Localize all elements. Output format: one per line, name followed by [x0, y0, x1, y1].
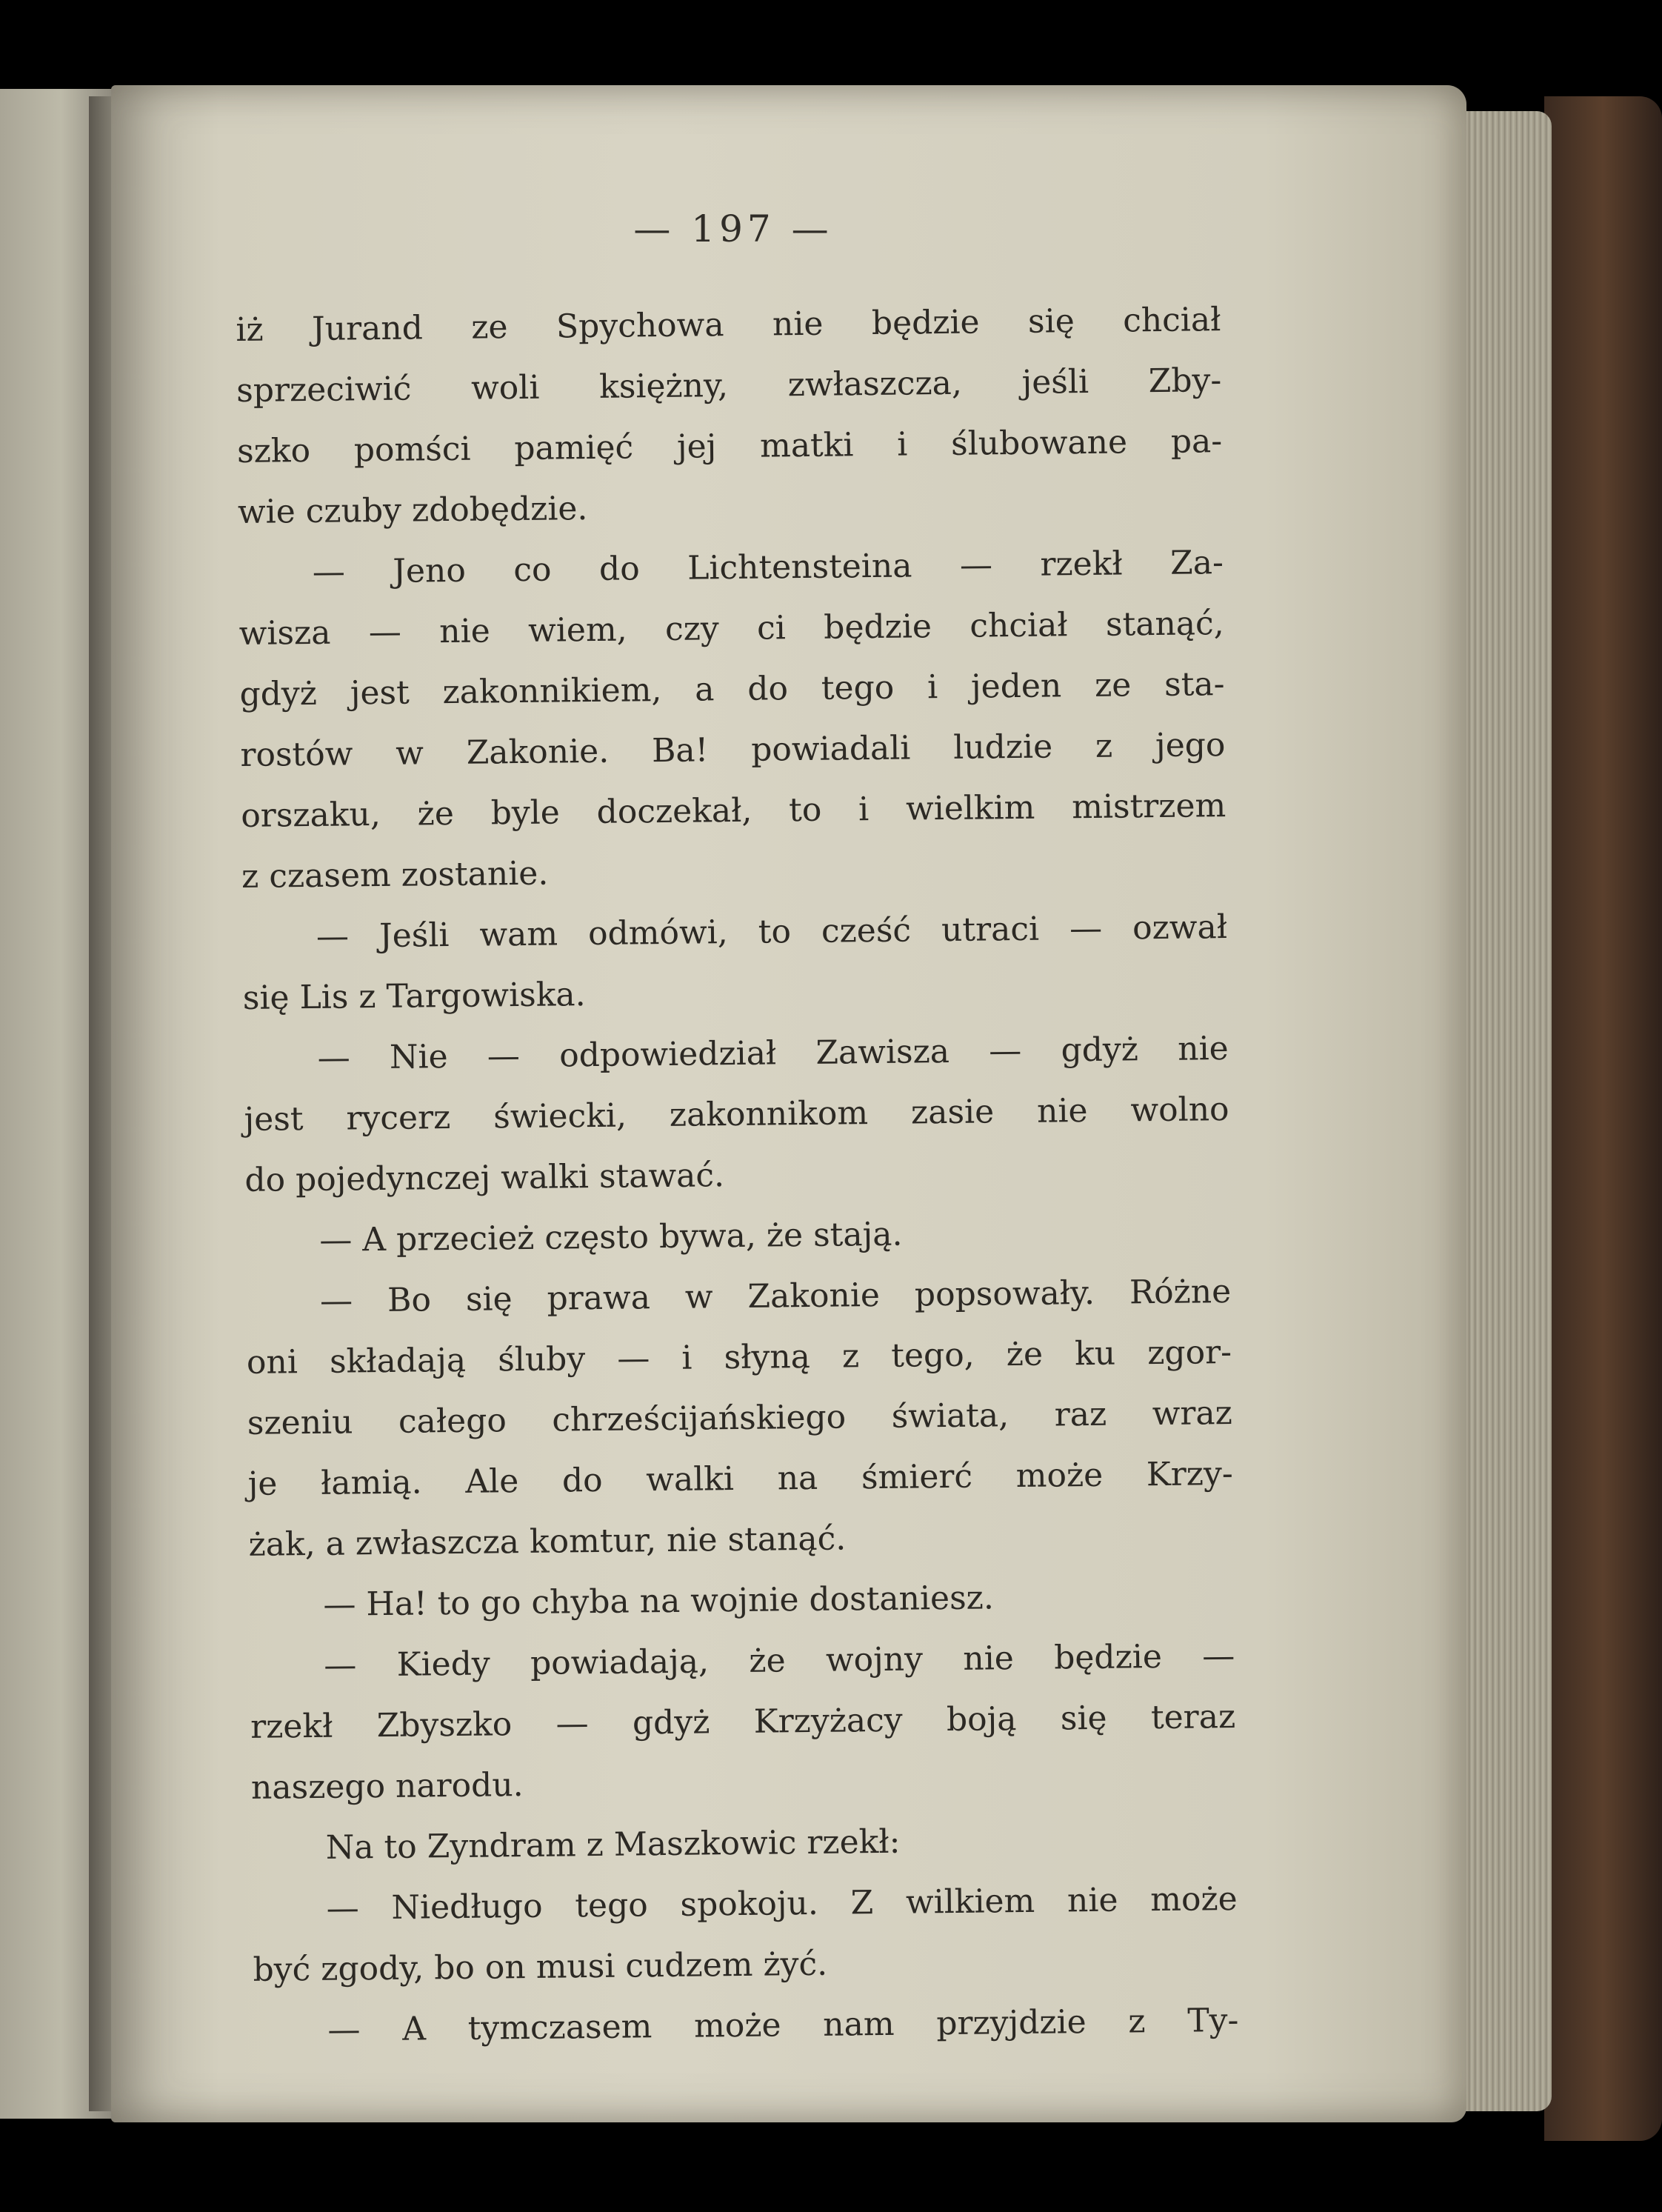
- page-block-edge: [1463, 111, 1552, 2111]
- text-line: — Jeno co do Lichtensteina — rzekł Za-: [312, 544, 1224, 591]
- text-line: — A przecież często bywa, że stają.: [319, 1215, 903, 1259]
- text-line: iż Jurand ze Spychowa nie będzie się chciał: [236, 301, 1221, 349]
- text-line: — Ha! to go chyba na wojnie dostaniesz.: [323, 1579, 995, 1624]
- text-line: szko pomści pamięć jej matki i ślubowane pa-: [236, 422, 1223, 470]
- page-number-header: — 197 —: [633, 207, 833, 250]
- text-line: gdyż jest zakonnikiem, a do tego i jeden ze sta-: [239, 665, 1225, 713]
- text-line: rzekł Zbyszko — gdyż Krzyżacy boją się teraz: [250, 1697, 1236, 1746]
- text-line: do pojedynczej walki stawać.: [244, 1156, 725, 1199]
- text-line: naszego narodu.: [250, 1766, 524, 1807]
- text-line: wisza — nie wiem, czy ci będzie chciał stanąć,: [238, 604, 1224, 653]
- text-line: się Lis z Targowiska.: [242, 976, 586, 1017]
- text-line: wie czuby zdobędzie.: [237, 490, 588, 531]
- text-line: jest rycerz świecki, zakonnikom zasie nie wolno: [244, 1090, 1229, 1139]
- text-line: — Bo się prawa w Zakonie popsowały. Różne: [319, 1272, 1232, 1320]
- text-line: żak, a zwłaszcza komtur, nie stanąć.: [248, 1519, 847, 1564]
- book-cover: [1544, 96, 1662, 2141]
- text-line: rostów w Zakonie. Ba! powiadali ludzie z jego: [240, 726, 1226, 774]
- text-line: je łamią. Ale do walki na śmierć może Krzy-: [247, 1454, 1233, 1503]
- text-line: — Kiedy powiadają, że wojny nie będzie —: [324, 1636, 1235, 1685]
- text-line: oni składają śluby — i słyną z tego, że ku zgor-: [246, 1333, 1232, 1382]
- page-text: [236, 290, 1239, 2062]
- text-line: — A tymczasem może nam przyjdzie z Ty-: [327, 2001, 1239, 2049]
- text-line: szeniu całego chrześcijańskiego świata, raz wraz: [247, 1393, 1233, 1442]
- text-line: sprzeciwić woli księżny, zwłaszcza, jeśli Zby-: [236, 362, 1222, 410]
- text-line: Na to Zyndram z Maszkowic rzekł:: [325, 1822, 901, 1867]
- text-line: — Nie — odpowiedział Zawisza — gdyż nie: [317, 1030, 1229, 1077]
- text-line: z czasem zostanie.: [241, 854, 549, 896]
- text-line: być zgody, bo on musi cudzem żyć.: [253, 1945, 828, 1989]
- text-line: — Niedługo tego spokoju. Z wilkiem nie może: [326, 1879, 1238, 1928]
- text-line: orszaku, że byle doczekał, to i wielkim mistrzem: [241, 787, 1227, 835]
- text-line: — Jeśli wam odmówi, to cześć utraci — ozwał: [316, 908, 1228, 956]
